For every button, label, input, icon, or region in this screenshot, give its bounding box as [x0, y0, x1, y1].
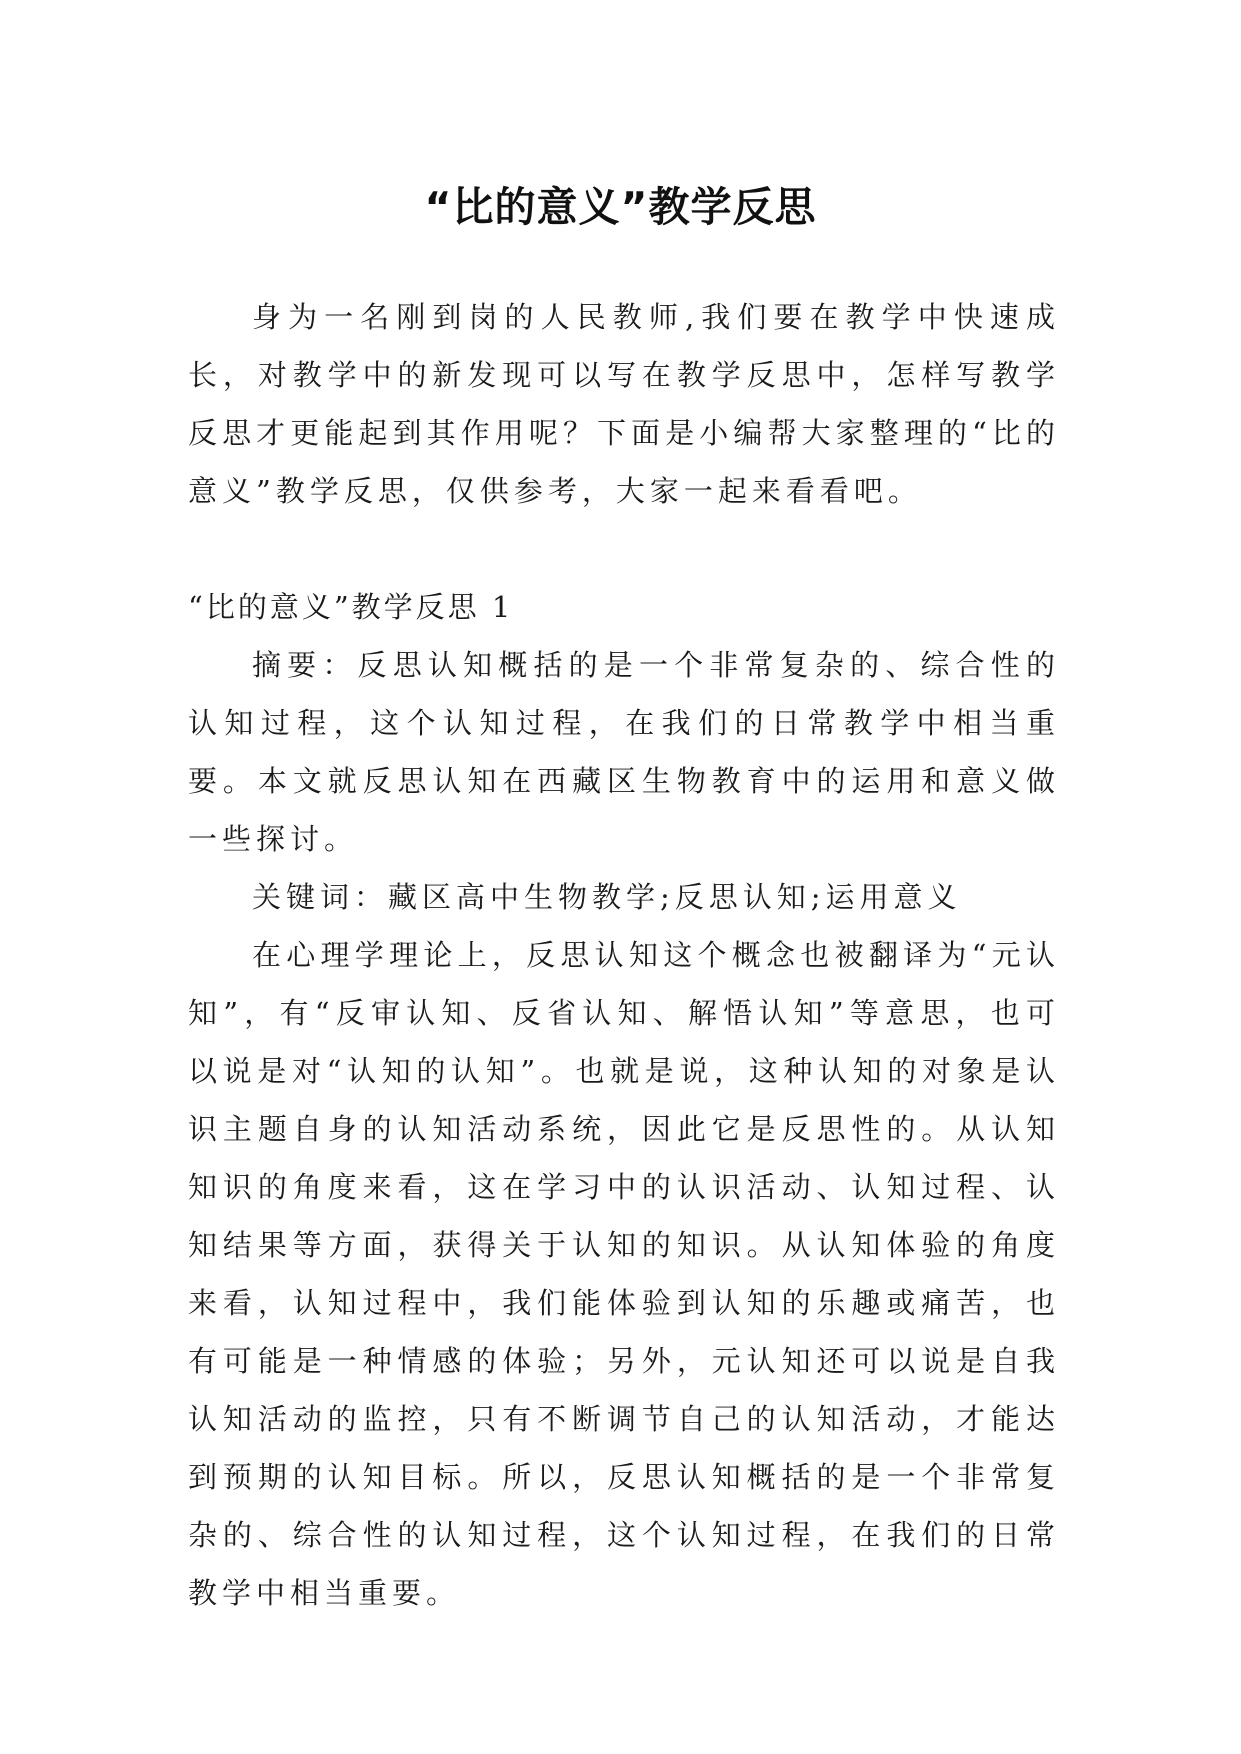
document-body	[188, 288, 1060, 1622]
body-paragraph: 在心理学理论上，反思认知这个概念也被翻译为“元认知”，有“反审认知、反省认知、解悟认知”等意思，也可以说是对“认知的认知”。也就是说，这种认知的对象是认识主题自身的认知活动系统，因此它是反思性的。从认知知识的角度来看，这在学习中的认识活动、认知过程、认知结果等方面，获得关于认知的知识。从认知体验的角度来看，认知过程中，我们能体验到认知的乐趣或痛苦，也有可能是一种情感的体验；另外，元认知还可以说是自我认知活动的监控，只有不断调节自己的认知活动，才能达到预期的认知目标。所以，反思认知概括的是一个非常复杂的、综合性的认知过程，这个认知过程，在我们的日常教学中相当重要。	[188, 938, 1060, 1610]
abstract-paragraph: 摘要：反思认知概括的是一个非常复杂的、综合性的认知过程，这个认知过程，在我们的日常教学中相当重要。本文就反思认知在西藏区生物教育中的运用和意义做一些探讨。	[188, 648, 1060, 856]
intro-paragraph: 身为一名刚到岗的人民教师,我们要在教学中快速成长，对教学中的新发现可以写在教学反思中，怎样写教学反思才更能起到其作用呢？下面是小编帮大家整理的“比的意义”教学反思，仅供参考，大家一起来看看吧。	[188, 300, 1060, 508]
section-heading: “比的意义”教学反思 1	[188, 590, 514, 624]
keywords-paragraph: 关键词：藏区高中生物教学;反思认知;运用意义	[252, 880, 962, 914]
document-title: “比的意义”教学反思	[424, 183, 817, 232]
